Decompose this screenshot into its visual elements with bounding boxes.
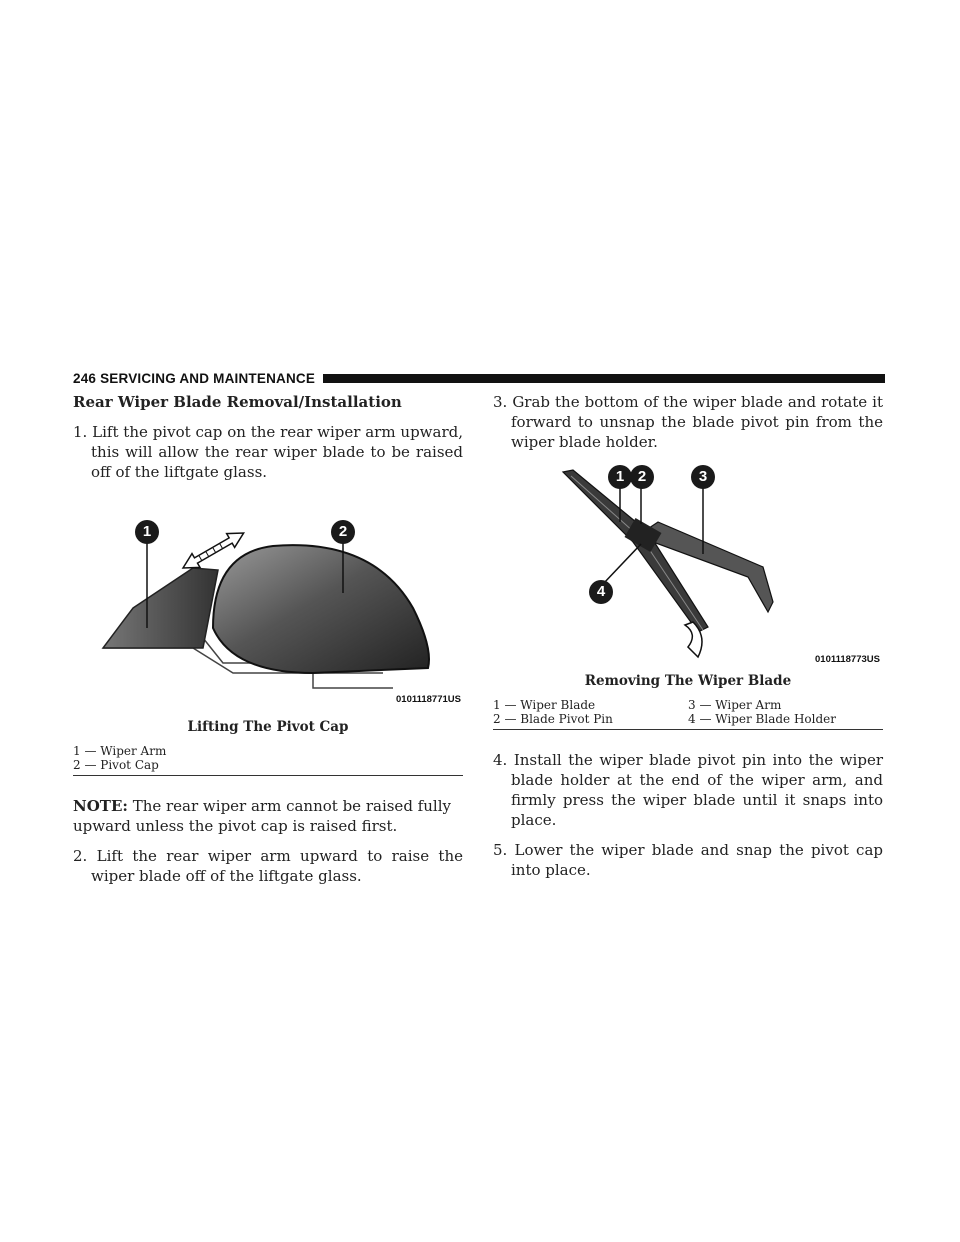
figure-code: 0101118771US xyxy=(396,694,461,705)
legend-item: 2 — Blade Pivot Pin xyxy=(493,712,613,726)
figure-legend xyxy=(493,698,883,730)
callout-3: 3 xyxy=(691,465,715,489)
legend-row xyxy=(493,712,883,726)
page-header xyxy=(73,369,885,387)
left-column xyxy=(73,392,463,896)
page-header-label: 246 SERVICING AND MAINTENANCE xyxy=(73,370,316,386)
figure-code: 0101118773US xyxy=(815,654,880,665)
figure-caption: Lifting The Pivot Cap xyxy=(187,719,349,735)
step-2: 2. Lift the rear wiper arm upward to raise the wiper blade off of the liftgate glass. xyxy=(73,847,463,885)
wiper-blade-illustration xyxy=(493,462,883,662)
callout-1: 1 xyxy=(608,465,632,489)
legend-item: 4 — Wiper Blade Holder xyxy=(688,712,837,726)
figure-wiper-blade xyxy=(493,462,883,672)
step-5: 5. Lower the wiper blade and snap the pivot cap into place. xyxy=(493,841,883,879)
note-text: The rear wiper arm cannot be raised fully upward unless the pivot cap is raised first. xyxy=(73,797,451,835)
legend-row xyxy=(493,698,883,712)
legend-item: 1 — Wiper Arm xyxy=(73,744,167,758)
figure-pivot-cap xyxy=(73,498,463,718)
figure-legend xyxy=(73,744,463,776)
callout-2: 2 xyxy=(331,520,355,544)
figure-caption: Removing The Wiper Blade xyxy=(584,673,792,689)
legend-item: 3 — Wiper Arm xyxy=(688,698,782,712)
legend-item: 2 — Pivot Cap xyxy=(73,758,159,772)
step-4: 4. Install the wiper blade pivot pin into the wiper blade holder at the end of the wiper arm, and firmly press the wiper blade until it snaps into place. xyxy=(493,751,883,829)
callout-4: 4 xyxy=(589,580,613,604)
note xyxy=(73,796,463,836)
callout-1: 1 xyxy=(135,520,159,544)
callout-2: 2 xyxy=(630,465,654,489)
header-rule xyxy=(323,374,885,383)
note-label: NOTE: xyxy=(73,797,128,815)
section-title: Rear Wiper Blade Removal/Installation xyxy=(73,393,402,411)
step-3: 3. Grab the bottom of the wiper blade and rotate it forward to unsnap the blade pivot pin from the wiper blade holder. xyxy=(493,393,883,451)
right-column xyxy=(493,392,883,890)
pivot-cap-illustration xyxy=(73,498,463,698)
legend-item: 1 — Wiper Blade xyxy=(493,698,596,712)
step-1: 1. Lift the pivot cap on the rear wiper arm upward, this will allow the rear wiper blade to be raised off of the liftgate glass. xyxy=(73,423,463,481)
